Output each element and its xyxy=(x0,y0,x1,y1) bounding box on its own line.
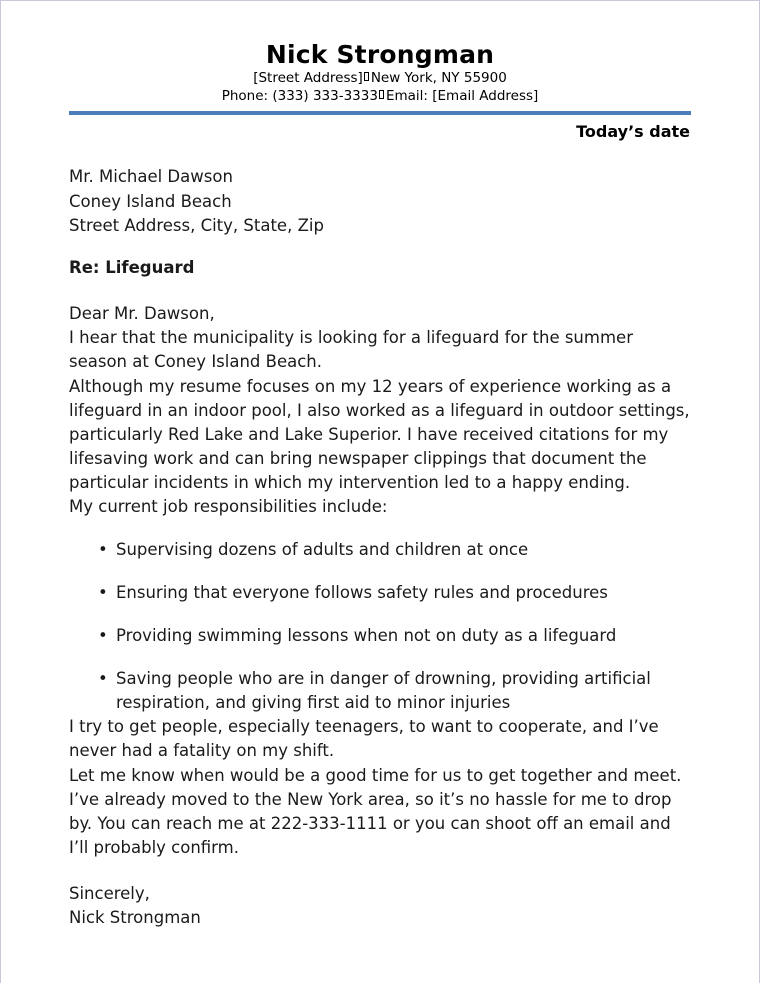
paragraph-intro: I hear that the municipality is looking for a lifeguard for the summer season at Coney Island Beach. xyxy=(69,328,633,372)
paragraph-list-lead-in: My current job responsibilities include: xyxy=(69,496,388,516)
list-item-label: Saving people who are in danger of drowning, providing artificial respiration, and giving first aid to minor injuries xyxy=(116,669,651,713)
bullet-icon: • xyxy=(98,539,108,559)
sender-phone: Phone: (333) 333-3333 xyxy=(221,88,378,105)
sender-contact-line xyxy=(69,87,691,105)
recipient-address: Street Address, City, State, Zip xyxy=(69,215,324,235)
list-item-label: Supervising dozens of adults and children at once xyxy=(116,539,529,559)
list-item xyxy=(69,581,691,605)
sender-address-line xyxy=(69,69,691,87)
recipient-organization: Coney Island Beach xyxy=(69,191,232,211)
salutation-block xyxy=(69,302,691,374)
paragraph-attitude: I try to get people, especially teenagers, to want to cooperate, and I’ve never had a fatality on my shift. xyxy=(69,717,659,761)
letterhead-divider xyxy=(69,111,691,115)
signoff-block xyxy=(69,882,691,931)
letterhead xyxy=(69,1,691,105)
page-content xyxy=(69,1,691,930)
list-item-label: Providing swimming lessons when not on duty as a lifeguard xyxy=(116,626,617,646)
bullet-icon: • xyxy=(98,626,108,646)
missing-glyph-box-icon xyxy=(379,90,384,99)
sender-name: Nick Strongman xyxy=(265,40,495,69)
paragraph-experience: Although my resume focuses on my 12 years of experience working as a lifeguard in an indoor pool, I also worked as a lifeguard in outdoor settings, particularly Red Lake and Lake Superior. I have received citations for my lifesaving work and can bring newspaper clippings that document the particular incidents in which my intervention led to a happy ending. xyxy=(69,376,690,492)
recipient-address-block xyxy=(69,165,691,238)
list-item xyxy=(69,624,691,648)
letter-body xyxy=(69,165,691,930)
bullet-icon: • xyxy=(98,669,108,689)
paragraph-closing: Let me know when would be a good time for us to get together and meet. I’ve already moved to the New York area, so it’s no hassle for me to drop by. You can reach me at 222-333-1111 or you can shoot off an email and I’ll probably confirm. xyxy=(69,765,682,857)
sender-street-address: [Street Address] xyxy=(253,70,363,86)
missing-glyph-box-icon xyxy=(364,72,369,81)
signature-name: Nick Strongman xyxy=(69,908,201,928)
sender-email: Email: [Email Address] xyxy=(385,88,539,105)
list-item xyxy=(69,667,691,715)
list-item xyxy=(69,538,691,562)
recipient-name: Mr. Michael Dawson xyxy=(69,167,233,187)
letter-date: Today’s date xyxy=(576,122,690,142)
responsibilities-list xyxy=(69,538,691,715)
list-item-label: Ensuring that everyone follows safety rules and procedures xyxy=(116,583,608,603)
salutation: Dear Mr. Dawson, xyxy=(69,304,215,324)
subject-line: Re: Lifeguard xyxy=(69,258,195,278)
closing-word: Sincerely, xyxy=(69,883,150,903)
sender-city-state-zip: New York, NY 55900 xyxy=(370,70,507,86)
bullet-icon: • xyxy=(98,583,108,603)
